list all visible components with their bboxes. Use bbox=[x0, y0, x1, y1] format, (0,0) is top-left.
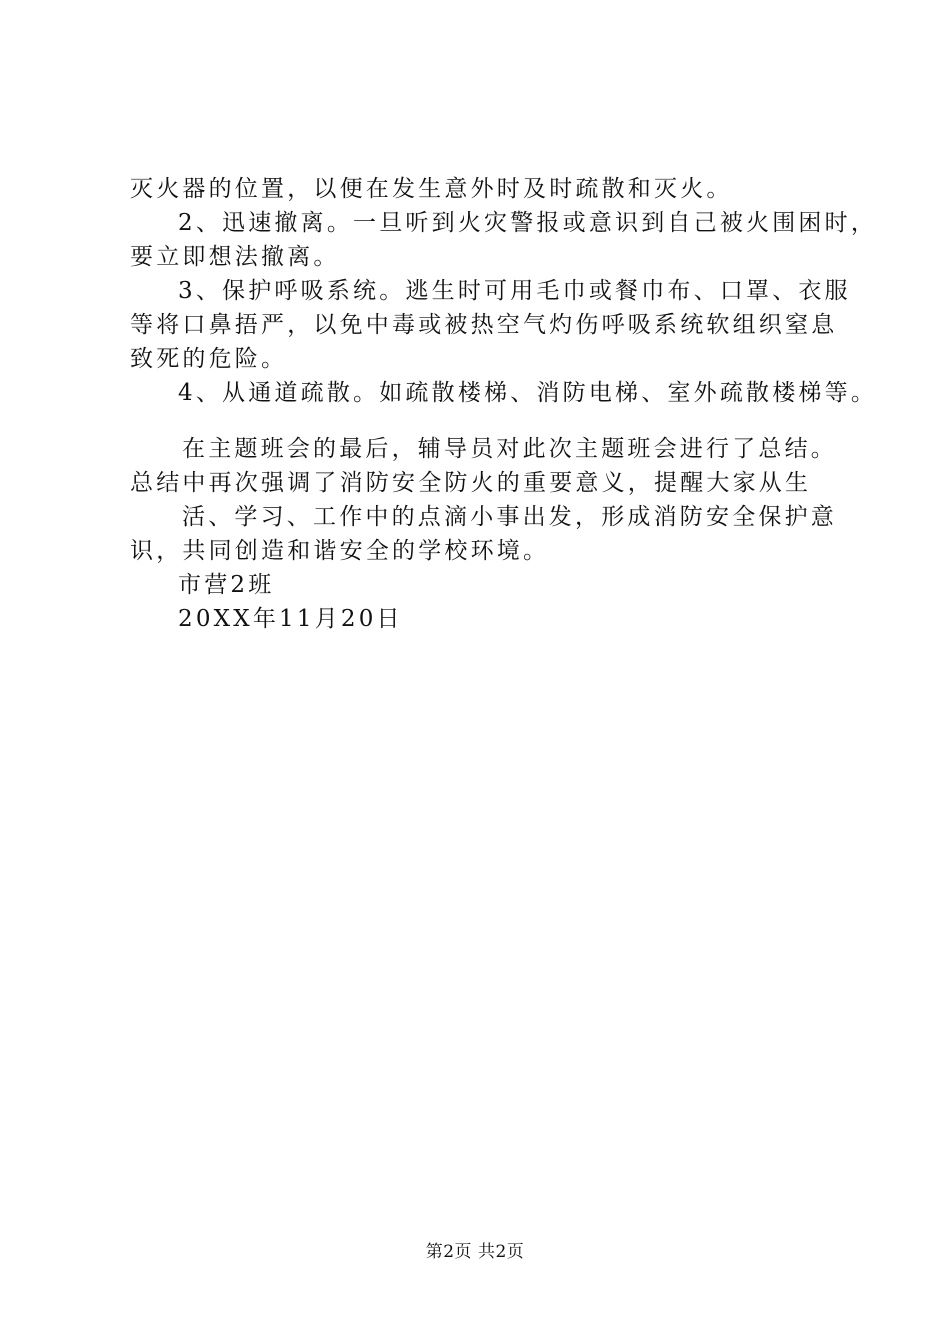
body-line-8: 在主题班会的最后，辅导员对此次主题班会进行了总结。 bbox=[182, 436, 837, 462]
body-line-4: 3、保护呼吸系统。逃生时可用毛巾或餐巾布、口罩、衣服 bbox=[178, 278, 851, 304]
signature-class: 市营2班 bbox=[178, 572, 275, 598]
body-line-3: 要立即想法撤离。 bbox=[130, 244, 340, 270]
body-line-10: 活、学习、工作中的点滴小事出发，形成消防安全保护意 bbox=[182, 504, 837, 530]
body-line-2: 2、迅速撤离。一旦听到火灾警报或意识到自己被火围困时， bbox=[178, 210, 878, 236]
body-line-7: 4、从通道疏散。如疏散楼梯、消防电梯、室外疏散楼梯等。 bbox=[178, 380, 878, 406]
body-line-11: 识，共同创造和谐安全的学校环境。 bbox=[130, 538, 550, 564]
body-line-1: 灭火器的位置，以便在发生意外时及时疏散和灭火。 bbox=[130, 176, 733, 202]
page-footer: 第2页 共2页 bbox=[425, 1242, 525, 1262]
body-line-9: 总结中再次强调了消防安全防火的重要意义，提醒大家从生 bbox=[130, 470, 812, 496]
body-line-5: 等将口鼻捂严，以免中毒或被热空气灼伤呼吸系统软组织窒息 bbox=[130, 312, 838, 338]
signature-date: 20XX年11月20日 bbox=[178, 606, 403, 632]
body-line-6: 致死的危险。 bbox=[130, 346, 288, 372]
